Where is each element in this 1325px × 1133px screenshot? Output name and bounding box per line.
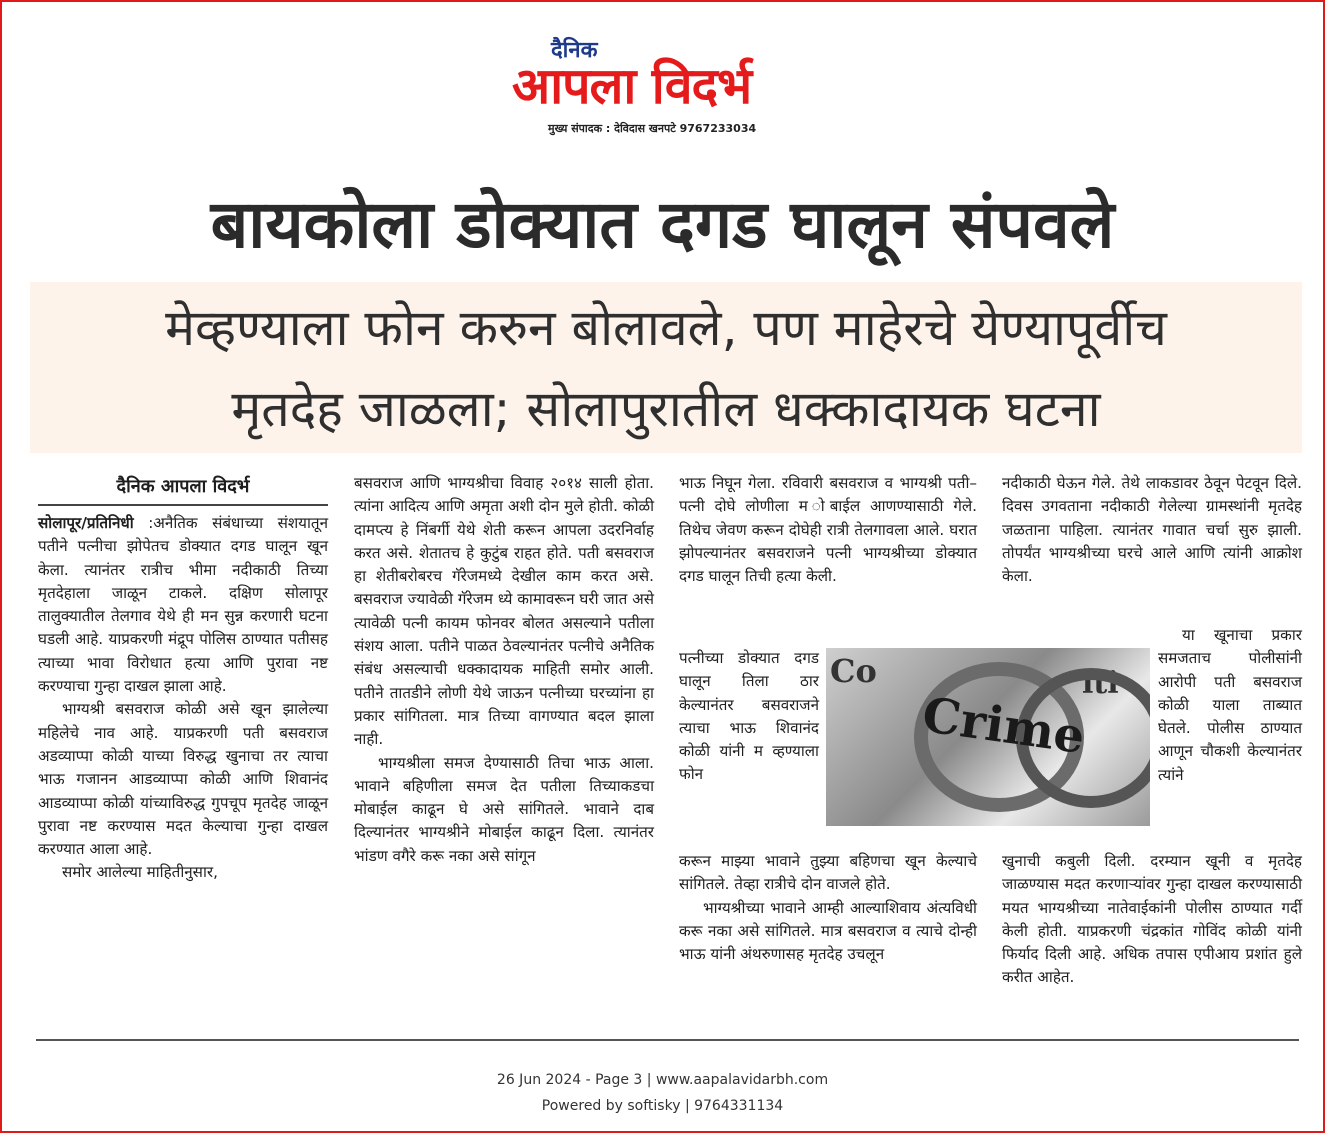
subheadline-line1: मेव्हण्याला फोन करुन बोलावले, पण माहेरचे येण्यापूर्वीच	[165, 299, 1167, 357]
article-paragraph: करून माझ्या भावाने तुझ्या बहिणचा खून केल्याचे सांगितले. तेव्हा रात्रीचे दोन वाजले होते.	[679, 852, 977, 894]
article-paragraph: सोलापूर/प्रतिनिधी :अनैतिक संबंधाच्या संशयातून पतीने पत्नीचा झोपेतच डोक्यात दगड घालून खून केला. त्यानंतर रात्रीच भीमा नदीकाठी तिच्या मृतदेहाला जाळून टाकले. दक्षिण सोलापूर तालुक्यातील तेलगाव येथे ही मन सुन्न करणारी घटना घडली आहे. याप्रकरणी मंद्रूप पोलिस ठाण्यात पतीसह त्याच्या भावा विरोधात हत्या आणि पुरावा नष्ट करण्याचा गुन्हा दाखल झाला आहे.	[38, 514, 328, 696]
article-column-4-wrap	[1158, 624, 1302, 787]
photo-background-text: Co	[830, 652, 877, 690]
article-paragraph: या खूनाचा प्रकार समजताच पोलीसांनी आरोपी पती बसवराज कोळी याला ताब्यात घेतले. पोलीस ठाण्यात आणून चौकशी केल्यानंतर त्यांने	[1158, 626, 1302, 784]
subheadline-line2: मृतदेह जाळला; सोलापुरातील धक्कादायक घटना	[231, 380, 1101, 438]
article-column-4-bottom	[1002, 850, 1302, 990]
article-column-3-wrap	[679, 647, 819, 787]
article-paragraph: भाग्यश्रीच्या भावाने आम्ही आल्याशिवाय अंत्यविधी करू नका असे सांगितले. मात्र बसवराज व त्याचे दोन्ही भाऊ यांनी अंथरुणासह मृतदेह उचलून	[679, 898, 977, 964]
photo-crime-word: Crime	[918, 686, 1089, 766]
subheadline	[30, 288, 1302, 450]
article-paragraph: भाग्यश्रीला समज देण्यासाठी तिचा भाऊ आला. भावाने बहिणीला समज देत पतीला तिच्याकडचा मोबाईल काढून घे असे सांगितले. भावाने दाब दिल्यानंतर भाग्यश्रीने मोबाईल काढून दिला. त्यानंतर भांडण वगैरे करू नका असे सांगून	[354, 753, 654, 865]
article-paragraph: भाग्यश्री बसवराज कोळी असे खून झालेल्या महिलेचे नाव आहे. याप्रकरणी पती बसवराज अडव्याप्पा कोळी याच्या विरुद्ध खुनाचा तर त्याचा भाऊ गजानन आडव्याप्पा कोळी आणि शिवानंद आडव्याप्पा कोळी यांच्याविरुद्ध गुपचूप मृतदेह जाळून पुरावा नष्ट करण्यास मदत केल्याचा गुन्हा दाखल करण्यात आला आहे.	[38, 700, 328, 859]
article-column-4	[1002, 472, 1302, 588]
photo-background-text: iti	[1082, 666, 1119, 701]
masthead-small: दैनिक	[551, 38, 598, 63]
masthead-editor: मुख्य संपादक : देविदास खनपटे 9767233034	[548, 122, 757, 135]
article-paragraph: बसवराज आणि भाग्यश्रीचा विवाह २०१४ साली होता. त्यांना आदित्य आणि अमृता अशी दोन मुले होती. कोळी दामप्त्य हे निंबर्गी येथे शेती करून आपला उदरनिर्वाह करत असे. शेतातच हे कुटुंब राहत होते. पती बसवराज हा शेतीबरोबरच गॅरेजमध्ये देखील काम करत असे. बसवराज ज्यावेळी गॅरेजम ध्ये कामावरून घरी जात असे त्यावेळी पत्नी कायम फोनवर बोलत असल्याने पतीला संशय आला. पतीने पाळत ठेवल्यानंतर पत्नीचे अनैतिक संबंध असल्याची धक्कादायक माहिती समोर आली. पतीने तातडीने लोणी येथे जाऊन पत्नीच्या घरच्यांना हा प्रकार सांगितला. मात्र तिच्या वागण्यात बदल झाला नाही.	[354, 474, 654, 749]
article-paragraph: पत्नीच्या डोक्यात दगड घालून तिला ठार केल्यानंतर बसवराजने त्याचा भाऊ शिवानंद कोळी यांनी म व्हण्याला फोन	[679, 649, 819, 784]
footer-date-page: 26 Jun 2024 - Page 3 | www.aapalavidarbh.com	[496, 1072, 829, 1088]
article-paragraph: खुनाची कबुली दिली. दरम्यान खूनी व मृतदेह जाळण्यास मदत करणाऱ्यांवर गुन्हा दाखल करण्यासाठी मयत भाग्यश्रीच्या नातेवाईकांनी पोलीस ठाण्यात गर्दी केली होती. याप्रकरणी चंद्रकांत गोविंद कोळी यांनी फिर्याद दिली आहे. अधिक तपास एपीआय प्रशांत हुले करीत आहेत.	[1002, 852, 1302, 987]
article-paragraph: समोर आलेल्या माहितीनुसार,	[62, 863, 218, 882]
dateline: सोलापूर/प्रतिनिधी	[38, 514, 134, 532]
article-paragraph: नदीकाठी घेऊन गेले. तेथे लाकडावर ठेवून पेटवून दिले. दिवस उगवताना नदीकाठी गेलेल्या ग्रामस्थांनी मृतदेह जळताना पाहिला. त्यानंतर गावात चर्चा सुरु झाली. तोपर्यंत भाग्यश्रीच्या घरचे आले आणि त्यांनी आक्रोश केला.	[1002, 474, 1302, 586]
masthead-title: आपला विदर्भ	[512, 57, 752, 115]
crime-photo	[826, 648, 1150, 826]
article-column-1	[38, 472, 328, 885]
article-column-3-bottom	[679, 850, 977, 966]
byline: दैनिक आपला विदर्भ	[38, 472, 328, 506]
article-column-2	[354, 472, 654, 868]
footer-powered-by: Powered by softisky | 9764331134	[541, 1098, 784, 1114]
footer-divider	[36, 1039, 1299, 1041]
article-column-3	[679, 472, 977, 588]
article-paragraph: भाऊ निघून गेला. रविवारी बसवराज व भाग्यश्री पती–पत्नी दोघे लोणीला म ोबाईल आणण्यासाठी गेले. तिथेच जेवण करून दोघेही रात्री तेलगावला आले. घरात झोपल्यानंतर बसवराजने पत्नी भाग्यश्रीच्या डोक्यात दगड घालून तिची हत्या केली.	[679, 474, 977, 586]
headline: बायकोला डोक्यात दगड घालून संपवले	[210, 186, 1115, 263]
